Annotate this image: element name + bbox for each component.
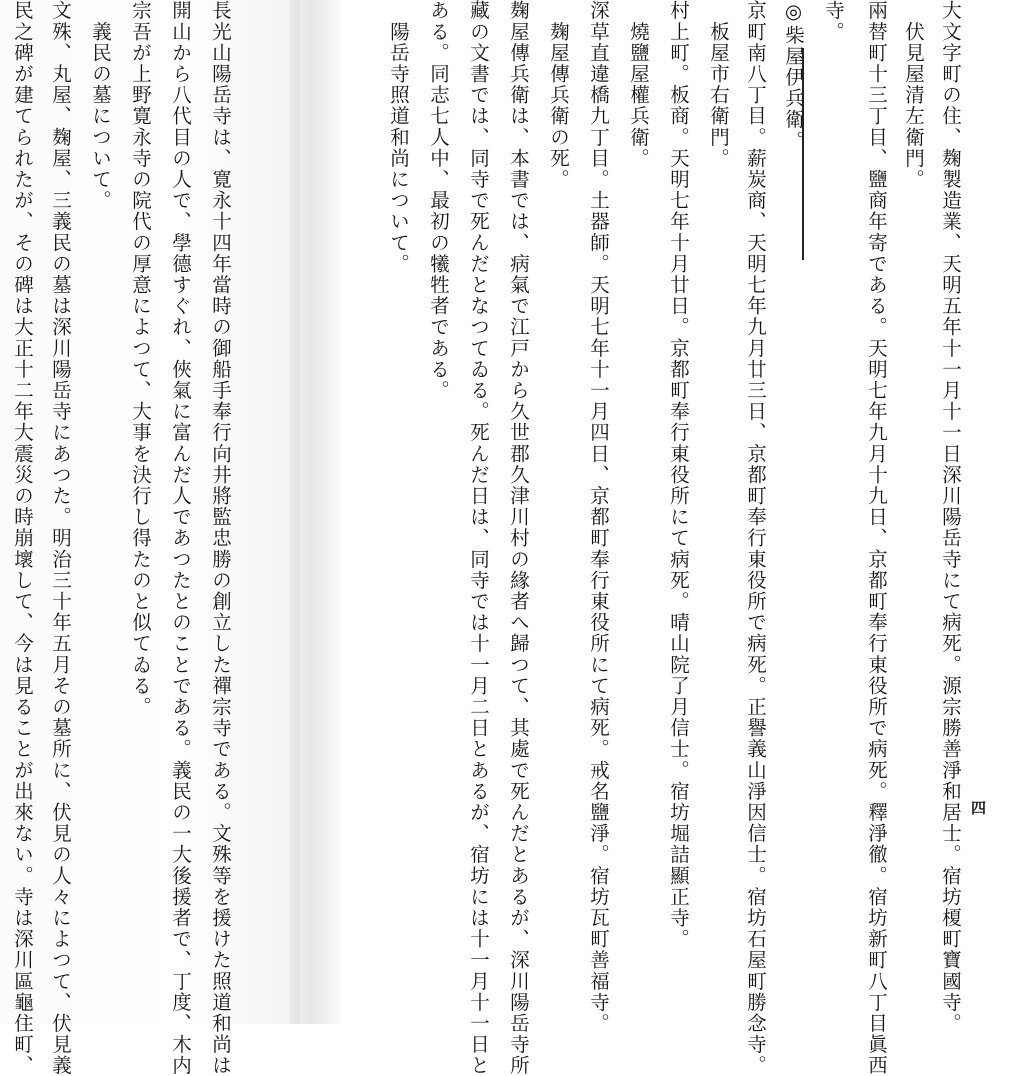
text-column: 開山から八代目の人で、學德すぐれ、俠氣に富んだ人であつたとのことである。義民の一大後援者で、丁度、木内 [169,0,192,1076]
text-column: 民之碑が建てられたが、その碑は大正十二年大震災の時崩壞して、今は見ることが出來ない。寺は深川區龜住町、 [11,0,34,1076]
page-gutter-shadow [290,0,340,1024]
text-column: 文殊、丸屋、麹屋、三義民の墓は深川陽岳寺にあつた。明治三十年五月その墓所に、伏見の人々によつて、伏見義 [49,0,72,1076]
heading-rule [770,48,804,260]
text-column: 寺。 [822,0,845,43]
text-column: 深草直違橋九丁目。土器師。天明七年十一月四日、京都町奉行東役所にて病死。戒名鹽淨。宿坊瓦町善福寺。 [587,0,610,1034]
text-column: 兩替町十三丁目、鹽商年寄である。天明七年九月十九日、京都町奉行東役所で病死。釋淨徹。宿坊新町八丁目眞西 [865,0,888,1076]
text-column: 京町南八丁目。薪炭商、天明七年九月廿三日、京都町奉行東役所で病死。正譽義山淨因信士。宿坊石屋町勝念寺。 [744,0,767,1076]
text-column: 義民の墓について。 [89,0,112,211]
text-column: 藏の文書では、同寺で死んだとなつてゐる。死んだ日は、同寺では十一月二日とあるが、宿坊には十一月十一日と [467,0,490,1076]
text-column: 麹屋傳兵衛の死。 [547,0,570,190]
text-column: ある。同志七人中、最初の犧牲者である。 [427,0,450,401]
text-column: 大文字町の住、麹製造業、天明五年十一月十一日深川陽岳寺にて病死。源宗勝善淨和居士。宿坊榎町寶國寺。 [939,0,962,1034]
text-column: 麹屋傳兵衛は、本書では、病氣で江戸から久世郡久津川村の緣者へ歸つて、其處で死んだとあるが、深川陽岳寺所 [507,0,530,1076]
section-heading: ◎柴屋伊兵衛。 [782,0,805,152]
text-column: 燒鹽屋權兵衛。 [627,0,650,169]
page-number: 四 [969,800,987,816]
text-column: 陽岳寺照道和尚について。 [387,0,410,275]
text-column: 板屋市右衛門。 [707,0,730,169]
text-column: 宗吾が上野寛永寺の院代の厚意によつて、大事を決行し得たのと似てゐる。 [129,0,152,718]
text-column: 伏見屋清左衛門。 [902,0,925,190]
text-column: 長光山陽岳寺は、寛永十四年當時の御船手奉行向井將監忠勝の創立した禪宗寺である。文殊等を援けた照道和尚は [209,0,232,1076]
text-column: 村上町。板商。天明七年十月廿日。京都町奉行東役所にて病死。晴山院了月信士。宿坊堀詰顯正寺。 [667,0,690,950]
